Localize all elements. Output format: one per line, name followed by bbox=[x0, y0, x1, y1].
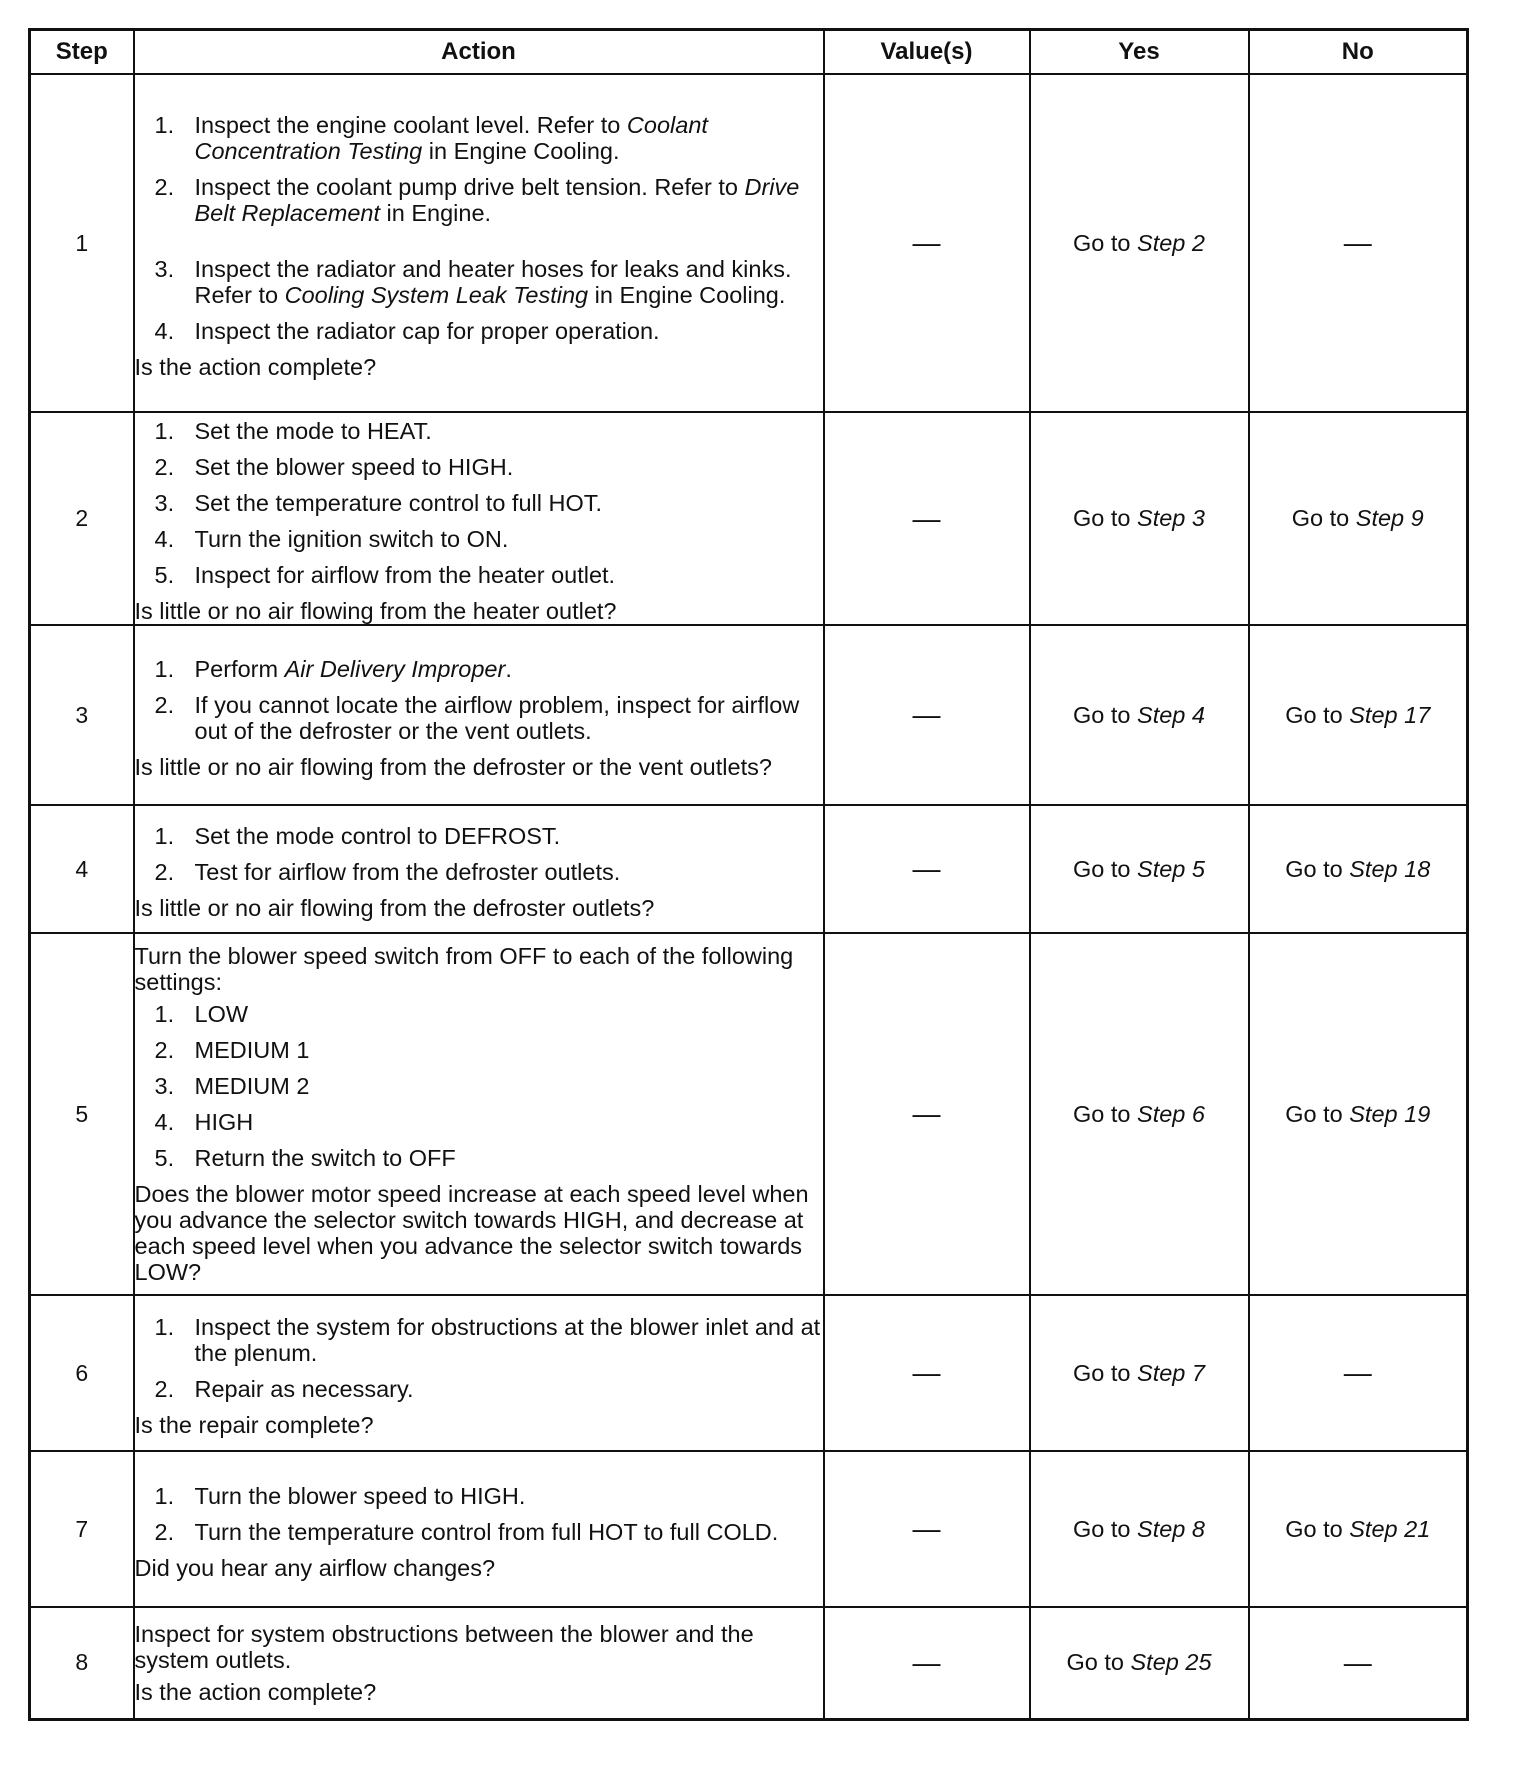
yes-cell[interactable] bbox=[1030, 1451, 1249, 1607]
step-intro: Inspect for system obstructions between the blower and the system outlets. bbox=[134, 1620, 754, 1673]
list-item bbox=[135, 1037, 823, 1063]
item-number: 3. bbox=[154, 1073, 175, 1099]
action-list bbox=[135, 1314, 823, 1402]
item-text: Set the mode control to DEFROST. bbox=[194, 822, 561, 849]
yes-target-step[interactable]: Step 5 bbox=[1137, 855, 1205, 882]
yes-cell[interactable] bbox=[1030, 625, 1249, 805]
action-list bbox=[135, 418, 823, 588]
no-cell: — bbox=[1249, 1295, 1468, 1451]
yes-target-step[interactable]: Step 2 bbox=[1137, 229, 1205, 256]
step-number: 4 bbox=[30, 805, 134, 933]
yes-cell[interactable] bbox=[1030, 412, 1249, 625]
step-question: Is the repair complete? bbox=[134, 1411, 374, 1438]
step-number: 6 bbox=[30, 1295, 134, 1451]
item-text: Set the mode to HEAT. bbox=[194, 418, 432, 444]
list-item bbox=[135, 1314, 823, 1366]
table-row bbox=[30, 1607, 1468, 1719]
item-text: Inspect for airflow from the heater outlet. bbox=[194, 562, 616, 588]
value-cell: — bbox=[824, 933, 1030, 1295]
go-to-prefix: Go to bbox=[1073, 701, 1138, 728]
no-cell[interactable] bbox=[1249, 805, 1468, 933]
no-target-step[interactable]: Step 9 bbox=[1355, 505, 1424, 531]
item-number: 1. bbox=[154, 418, 175, 444]
step-number: 5 bbox=[30, 933, 134, 1295]
item-text: HIGH bbox=[194, 1109, 254, 1135]
item-number: 1. bbox=[154, 111, 175, 138]
item-text: Test for airflow from the defroster outlets. bbox=[194, 858, 621, 885]
list-item bbox=[135, 562, 823, 588]
item-text: Inspect the engine coolant level. Refer to bbox=[194, 111, 627, 138]
yes-target-step[interactable]: Step 7 bbox=[1137, 1359, 1205, 1386]
action-cell bbox=[134, 625, 824, 805]
item-text: Inspect the radiator and heater hoses for leaks and kinks. Refer to bbox=[194, 255, 792, 308]
action-cell bbox=[134, 1607, 824, 1719]
no-cell[interactable] bbox=[1249, 412, 1468, 625]
no-cell: — bbox=[1249, 74, 1468, 412]
value-cell: — bbox=[824, 74, 1030, 412]
item-number: 1. bbox=[154, 1313, 175, 1340]
step-number: 8 bbox=[30, 1607, 134, 1719]
item-number: 4. bbox=[154, 1109, 175, 1135]
no-target-step[interactable]: Step 18 bbox=[1349, 855, 1431, 882]
value-cell: — bbox=[824, 625, 1030, 805]
item-text: Set the temperature control to full HOT. bbox=[194, 490, 603, 516]
value-cell: — bbox=[824, 805, 1030, 933]
no-cell[interactable] bbox=[1249, 1451, 1468, 1607]
go-to-prefix: Go to bbox=[1066, 1649, 1131, 1676]
yes-cell[interactable] bbox=[1030, 1607, 1249, 1719]
list-item bbox=[135, 418, 823, 444]
action-cell bbox=[134, 412, 824, 625]
step-number: 7 bbox=[30, 1451, 134, 1607]
item-number: 3. bbox=[154, 255, 175, 282]
list-item bbox=[135, 256, 823, 308]
action-cell bbox=[134, 805, 824, 933]
item-number: 1. bbox=[154, 822, 175, 849]
yes-cell[interactable] bbox=[1030, 1295, 1249, 1451]
list-item bbox=[135, 1145, 823, 1171]
header-action: Action bbox=[134, 30, 824, 75]
table-row bbox=[30, 625, 1468, 805]
yes-cell[interactable] bbox=[1030, 805, 1249, 933]
reference-link[interactable]: Drive Belt Replacement bbox=[194, 173, 800, 226]
go-to-prefix: Go to bbox=[1285, 1100, 1350, 1127]
action-cell bbox=[134, 933, 824, 1295]
step-intro: Turn the blower speed switch from OFF to each of the following settings: bbox=[134, 943, 794, 995]
item-text: Inspect the radiator cap for proper operation. bbox=[194, 317, 660, 344]
list-item bbox=[135, 1519, 823, 1545]
yes-target-step[interactable]: Step 4 bbox=[1137, 701, 1205, 728]
action-cell bbox=[134, 74, 824, 412]
list-item bbox=[135, 112, 823, 164]
header-yes: Yes bbox=[1030, 30, 1249, 75]
action-list bbox=[135, 1483, 823, 1545]
item-text: Perform bbox=[194, 655, 285, 682]
step-number: 2 bbox=[30, 412, 134, 625]
item-text: Turn the blower speed to HIGH. bbox=[194, 1482, 526, 1509]
go-to-prefix: Go to bbox=[1285, 1515, 1350, 1542]
action-list bbox=[135, 656, 823, 744]
step-question: Is the action complete? bbox=[134, 353, 377, 380]
item-text-suffix: . bbox=[505, 655, 512, 682]
list-item bbox=[135, 859, 823, 885]
value-cell: — bbox=[824, 1607, 1030, 1719]
list-item bbox=[135, 1483, 823, 1509]
header-no: No bbox=[1249, 30, 1468, 75]
item-number: 4. bbox=[154, 526, 175, 552]
yes-target-step[interactable]: Step 8 bbox=[1137, 1515, 1205, 1542]
header-values: Value(s) bbox=[824, 30, 1030, 75]
item-text-suffix: in Engine Cooling. bbox=[588, 281, 786, 308]
diagnostic-table bbox=[28, 28, 1469, 1721]
yes-target-step[interactable]: Step 6 bbox=[1137, 1100, 1205, 1127]
yes-target-step[interactable]: Step 25 bbox=[1130, 1649, 1212, 1676]
item-text: Turn the temperature control from full HOT to full COLD. bbox=[194, 1518, 779, 1545]
item-number: 1. bbox=[154, 655, 175, 682]
no-cell[interactable] bbox=[1249, 933, 1468, 1295]
go-to-prefix: Go to bbox=[1073, 1100, 1138, 1127]
item-number: 1. bbox=[154, 1482, 175, 1509]
item-number: 5. bbox=[154, 1145, 175, 1171]
no-cell[interactable] bbox=[1249, 625, 1468, 805]
no-target-step[interactable]: Step 19 bbox=[1349, 1100, 1431, 1127]
step-number: 1 bbox=[30, 74, 134, 412]
no-target-step[interactable]: Step 17 bbox=[1349, 701, 1431, 728]
action-list bbox=[135, 1001, 823, 1171]
action-list bbox=[135, 112, 823, 344]
item-text: LOW bbox=[194, 1001, 249, 1027]
go-to-prefix: Go to bbox=[1073, 1359, 1138, 1386]
reference-link[interactable]: Air Delivery Improper bbox=[284, 655, 506, 682]
item-number: 2. bbox=[154, 691, 175, 718]
item-text-suffix: in Engine Cooling. bbox=[422, 137, 620, 164]
item-text: Inspect the system for obstructions at the blower inlet and at the plenum. bbox=[194, 1313, 821, 1366]
go-to-prefix: Go to bbox=[1073, 229, 1138, 256]
table-row bbox=[30, 933, 1468, 1295]
yes-cell[interactable] bbox=[1030, 933, 1249, 1295]
item-number: 3. bbox=[154, 490, 175, 516]
header-step: Step bbox=[30, 30, 134, 75]
table-row bbox=[30, 1295, 1468, 1451]
value-cell: — bbox=[824, 412, 1030, 625]
item-number: 2. bbox=[154, 173, 175, 200]
value-cell: — bbox=[824, 1295, 1030, 1451]
go-to-prefix: Go to bbox=[1073, 505, 1138, 531]
item-text-suffix: in Engine. bbox=[380, 199, 492, 226]
item-text: Set the blower speed to HIGH. bbox=[194, 454, 514, 480]
table-row bbox=[30, 412, 1468, 625]
no-target-step[interactable]: Step 21 bbox=[1349, 1515, 1431, 1542]
list-item bbox=[135, 1073, 823, 1099]
go-to-prefix: Go to bbox=[1285, 701, 1350, 728]
go-to-prefix: Go to bbox=[1073, 1515, 1138, 1542]
yes-target-step[interactable]: Step 3 bbox=[1137, 505, 1205, 531]
go-to-prefix: Go to bbox=[1073, 855, 1138, 882]
step-question: Is little or no air flowing from the heater outlet? bbox=[134, 598, 617, 624]
step-question: Did you hear any airflow changes? bbox=[134, 1554, 496, 1581]
list-item bbox=[135, 490, 823, 516]
item-number: 5. bbox=[154, 562, 175, 588]
item-number: 2. bbox=[154, 1037, 175, 1063]
step-question: Is little or no air flowing from the defroster outlets? bbox=[134, 894, 655, 921]
header-row bbox=[30, 30, 1468, 75]
item-number: 1. bbox=[154, 1001, 175, 1027]
item-number: 2. bbox=[154, 858, 175, 885]
yes-cell[interactable] bbox=[1030, 74, 1249, 412]
reference-link[interactable]: Cooling System Leak Testing bbox=[284, 281, 589, 308]
list-item bbox=[135, 1109, 823, 1135]
list-item bbox=[135, 1001, 823, 1027]
step-number: 3 bbox=[30, 625, 134, 805]
item-text: Return the switch to OFF bbox=[194, 1145, 456, 1171]
list-item bbox=[135, 823, 823, 849]
go-to-prefix: Go to bbox=[1285, 855, 1350, 882]
item-number: 2. bbox=[154, 1375, 175, 1402]
list-item bbox=[135, 656, 823, 682]
list-item bbox=[135, 454, 823, 480]
step-question: Is little or no air flowing from the defroster or the vent outlets? bbox=[134, 753, 772, 780]
item-number: 4. bbox=[154, 317, 175, 344]
list-item bbox=[135, 174, 823, 226]
table-row bbox=[30, 805, 1468, 933]
action-cell bbox=[134, 1451, 824, 1607]
table-row bbox=[30, 1451, 1468, 1607]
action-list bbox=[135, 823, 823, 885]
action-cell bbox=[134, 1295, 824, 1451]
reference-link[interactable]: Coolant Concentration Testing bbox=[194, 111, 708, 164]
item-text: If you cannot locate the airflow problem, inspect for airflow out of the defroster or the vent outlets. bbox=[194, 691, 800, 744]
no-cell: — bbox=[1249, 1607, 1468, 1719]
list-item bbox=[135, 692, 823, 744]
go-to-prefix: Go to bbox=[1291, 505, 1356, 531]
item-number: 2. bbox=[154, 454, 175, 480]
list-item bbox=[135, 526, 823, 552]
item-text: MEDIUM 1 bbox=[194, 1037, 310, 1063]
list-item bbox=[135, 1376, 823, 1402]
table-row bbox=[30, 74, 1468, 412]
item-text: MEDIUM 2 bbox=[194, 1073, 310, 1099]
step-question: Is the action complete? bbox=[134, 1678, 377, 1705]
item-text: Inspect the coolant pump drive belt tension. Refer to bbox=[194, 173, 745, 200]
list-item bbox=[135, 318, 823, 344]
item-text: Repair as necessary. bbox=[194, 1375, 414, 1402]
item-number: 2. bbox=[154, 1518, 175, 1545]
value-cell: — bbox=[824, 1451, 1030, 1607]
step-question: Does the blower motor speed increase at each speed level when you advance the selector switch towards HIGH, and decrease at each speed level when you advance the selector switch towards LOW? bbox=[134, 1181, 809, 1285]
item-text: Turn the ignition switch to ON. bbox=[194, 526, 509, 552]
